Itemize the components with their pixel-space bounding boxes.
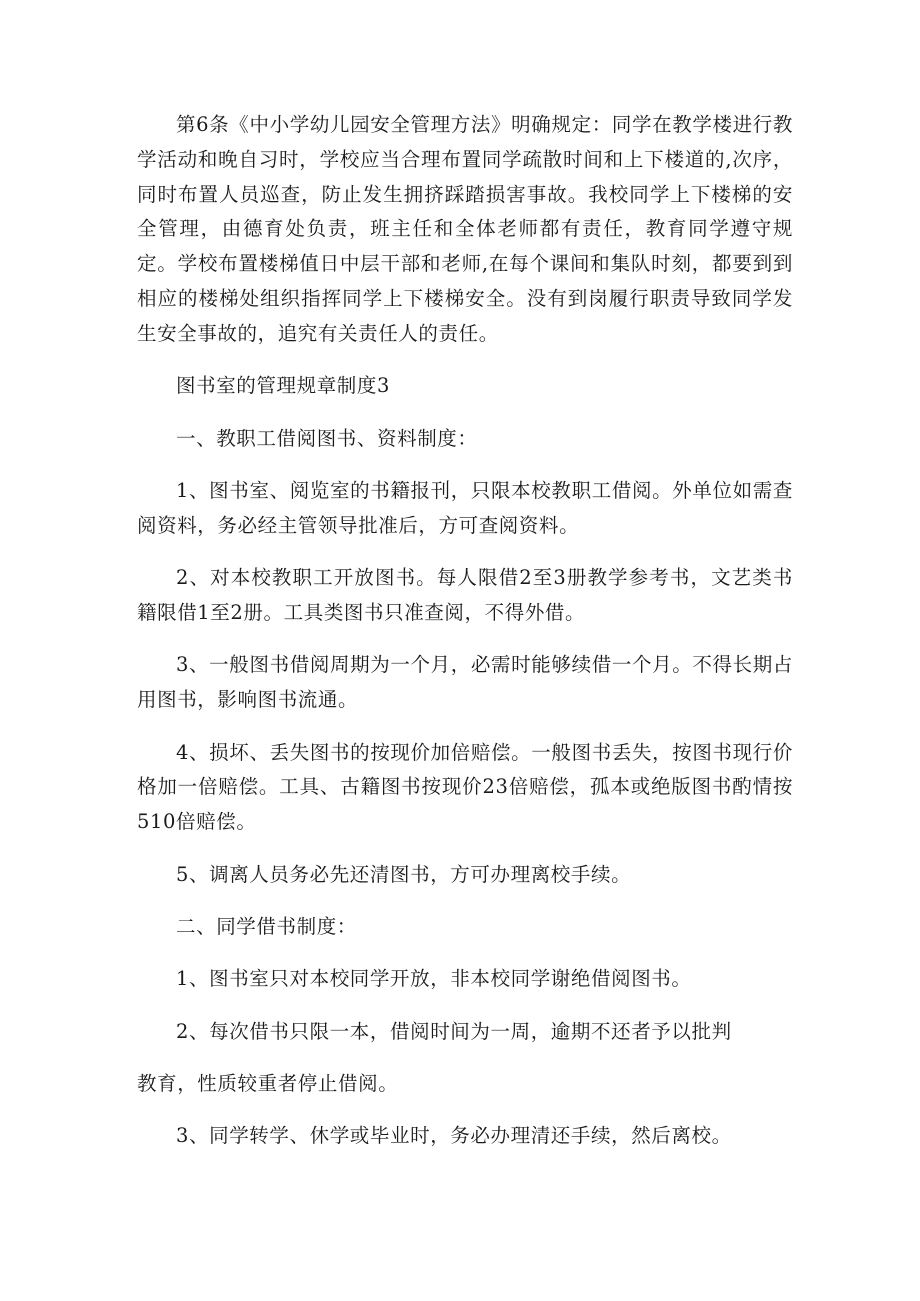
student-rule-2: 2、每次借书只限一本，借阅时间为一周，逾期不还者予以批判 (176, 1019, 732, 1043)
student-rule-3: 3、同学转学、休学或毕业时，务必办理清还手续，然后离校。 (176, 1124, 732, 1148)
staff-rule-2: 2、对本校教职工开放图书。每人限借2至3册教学参考书，文艺类书籍限借1至2册。工具类图书只准查阅，不得外借。 (137, 566, 793, 624)
document-page (137, 108, 793, 1154)
staff-rule-1: 1、图书室、阅览室的书籍报刊，只限本校教职工借阅。外单位如需查阅资料，务必经主管领导批准后，方可查阅资料。 (137, 478, 793, 537)
student-rule-1: 1、图书室只对本校同学开放，非本校同学谢绝借阅图书。 (176, 967, 692, 991)
staff-borrowing-heading: 一、教职工借阅图书、资料制度： (176, 426, 478, 450)
student-rule-2-continued: 教育，性质较重者停止借阅。 (137, 1072, 399, 1096)
staff-rule-5: 5、调离人员务必先还清图书，方可办理离校手续。 (176, 862, 632, 886)
section-title: 图书室的管理规章制度3 (176, 374, 391, 398)
staff-rule-3: 3、一般图书借阅周期为一个月，必需时能够续借一个月。不得长期占用图书，影响图书流通。 (137, 653, 793, 712)
staff-rule-4: 4、损坏、丢失图书的按现价加倍赔偿。一般图书丢失，按图书现行价格加一倍赔偿。工具、古籍图书按现价23倍赔偿，孤本或绝版图书酌情按510倍赔偿。 (137, 740, 793, 834)
safety-article-paragraph: 第6条《中小学幼儿园安全管理方法》明确规定：同学在教学楼进行教学活动和晚自习时，学校应当合理布置同学疏散时间和上下楼道的,次序，同时布置人员巡查，防止发生拥挤踩踏损害事故。我校同学上下楼梯的安全管理，由德育处负责，班主任和全体老师都有责任，教育同学遵守规定。学校布置楼梯值日中层干部和老师,在每个课间和集队时刻，都要到到相应的楼梯处组织指挥同学上下楼梯安全。没有到岗履行职责导致同学发生安全事故的，追究有关责任人的责任。 (137, 113, 793, 345)
student-borrowing-heading: 二、同学借书制度： (176, 914, 357, 938)
